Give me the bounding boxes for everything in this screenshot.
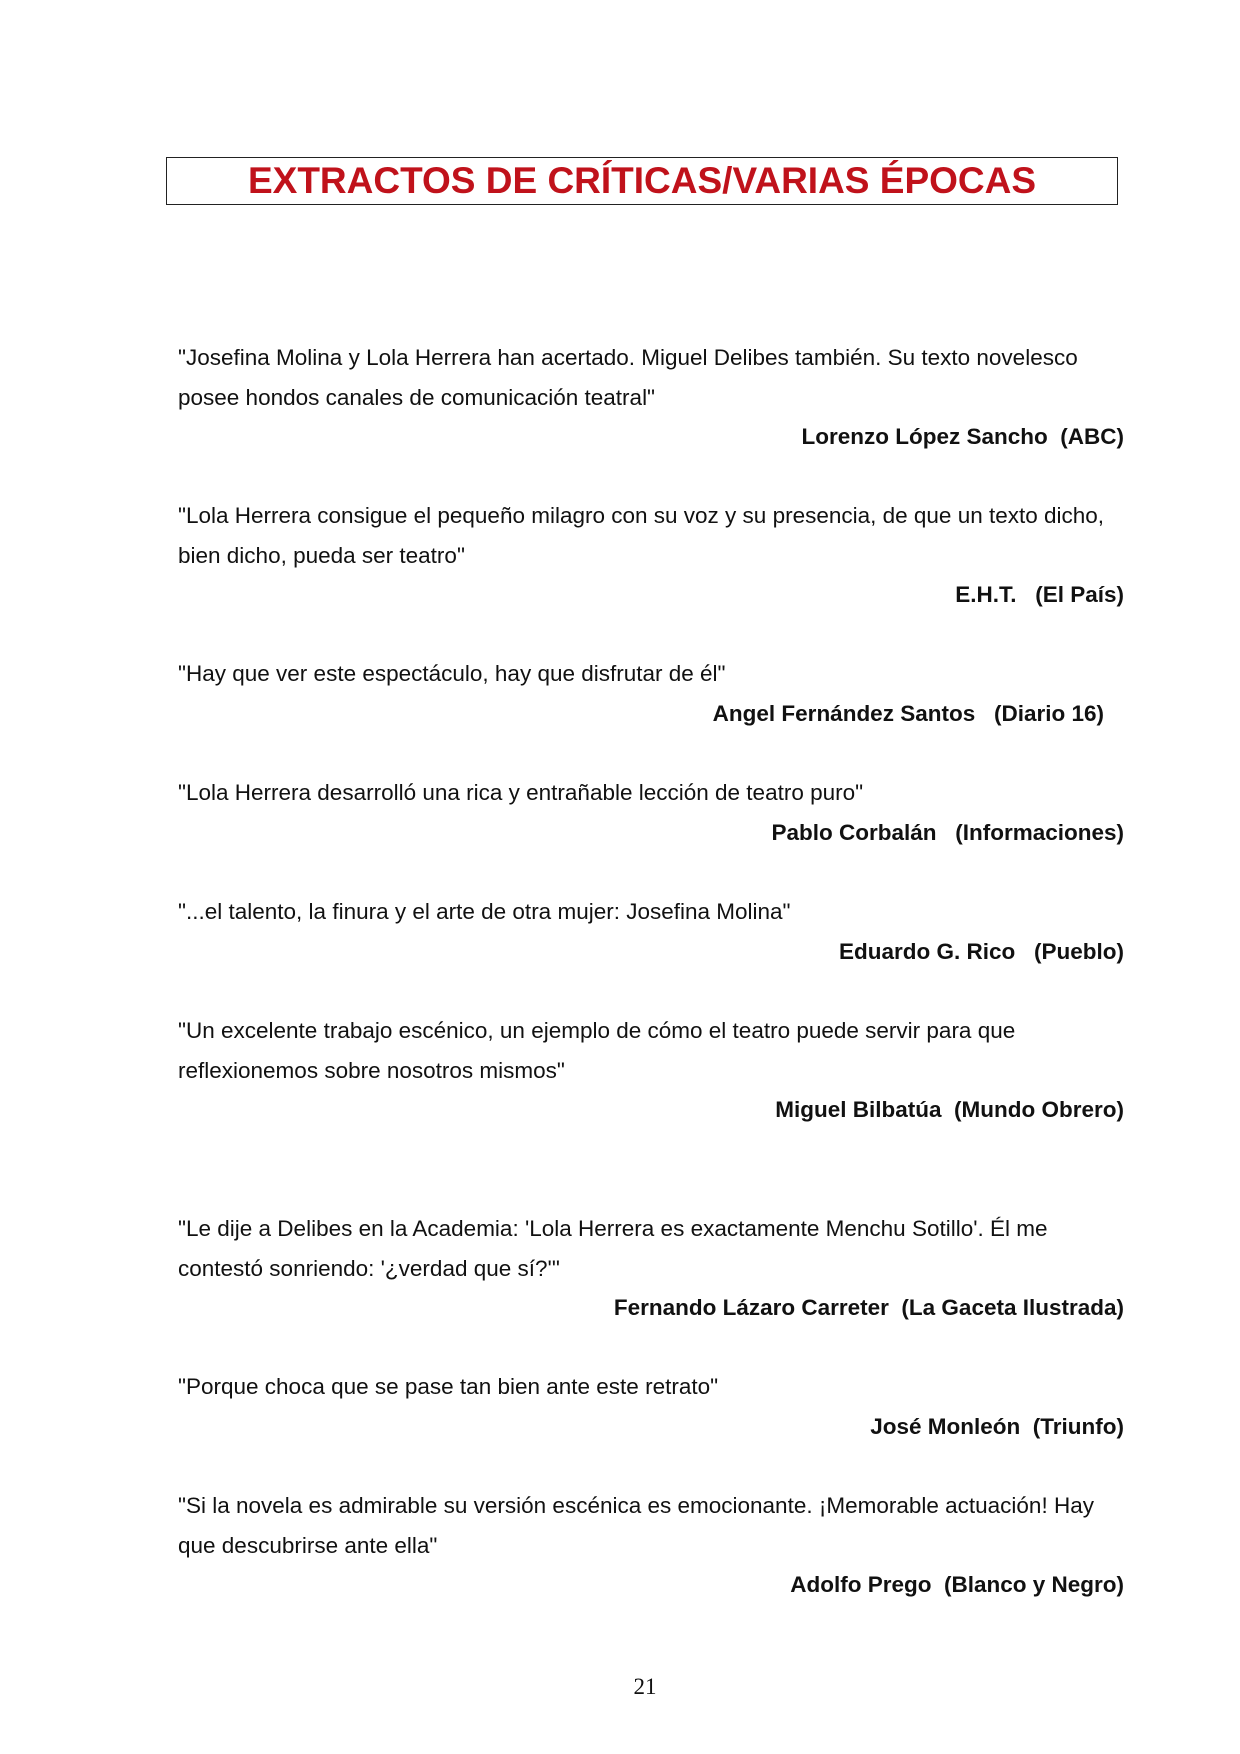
review-attribution: Fernando Lázaro Carreter (La Gaceta Ilustrada) bbox=[613, 1295, 1124, 1320]
page-number: 21 bbox=[633, 1674, 657, 1699]
review-quote: "Le dije a Delibes en la Academia: 'Lola Herrera es exactamente Menchu Sotillo'. Él me contestó sonriendo: '¿verdad que sí?'" bbox=[178, 1216, 1048, 1281]
review-triunfo bbox=[178, 1367, 1124, 1446]
review-quote: "Josefina Molina y Lola Herrera han acertado. Miguel Delibes también. Su texto novelesco posee hondos canales de comunicación teatral" bbox=[178, 345, 1078, 410]
review-quote: "Si la novela es admirable su versión escénica es emocionante. ¡Memorable actuación! Hay que descubrirse ante ella" bbox=[178, 1493, 1094, 1558]
review-gaceta-ilustrada bbox=[178, 1209, 1124, 1328]
review-el-pais bbox=[178, 496, 1124, 615]
review-mundo-obrero bbox=[178, 1011, 1124, 1130]
review-quote: "...el talento, la finura y el arte de otra mujer: Josefina Molina" bbox=[178, 899, 791, 924]
review-attribution: Adolfo Prego (Blanco y Negro) bbox=[790, 1572, 1124, 1597]
review-attribution: Eduardo G. Rico (Pueblo) bbox=[838, 938, 1124, 964]
review-quote: "Lola Herrera consigue el pequeño milagro con su voz y su presencia, de que un texto dicho, bien dicho, pueda ser teatro" bbox=[178, 503, 1105, 568]
review-quote: "Porque choca que se pase tan bien ante este retrato" bbox=[178, 1374, 719, 1399]
review-attribution: E.H.T. (El País) bbox=[955, 582, 1124, 607]
review-quote: "Hay que ver este espectáculo, hay que disfrutar de él" bbox=[178, 661, 726, 686]
review-quote: "Lola Herrera desarrolló una rica y entrañable lección de teatro puro" bbox=[178, 780, 864, 805]
review-attribution: Pablo Corbalán (Informaciones) bbox=[771, 819, 1124, 845]
review-attribution: Lorenzo López Sancho (ABC) bbox=[801, 424, 1124, 449]
review-pueblo bbox=[178, 892, 1124, 971]
page-title-box bbox=[166, 157, 1118, 205]
review-attribution: José Monleón (Triunfo) bbox=[870, 1413, 1124, 1439]
review-attribution: Miguel Bilbatúa (Mundo Obrero) bbox=[775, 1097, 1124, 1122]
review-informaciones bbox=[178, 773, 1124, 852]
review-blanco-y-negro bbox=[178, 1486, 1124, 1605]
review-quote: "Un excelente trabajo escénico, un ejemplo de cómo el teatro puede servir para que reflexionemos sobre nosotros mismos" bbox=[178, 1018, 1016, 1083]
review-abc bbox=[178, 338, 1124, 457]
page-title: EXTRACTOS DE CRÍTICAS/VARIAS ÉPOCAS bbox=[247, 160, 1037, 201]
review-attribution: Angel Fernández Santos (Diario 16) bbox=[712, 700, 1104, 726]
review-diario-16 bbox=[178, 654, 1124, 733]
